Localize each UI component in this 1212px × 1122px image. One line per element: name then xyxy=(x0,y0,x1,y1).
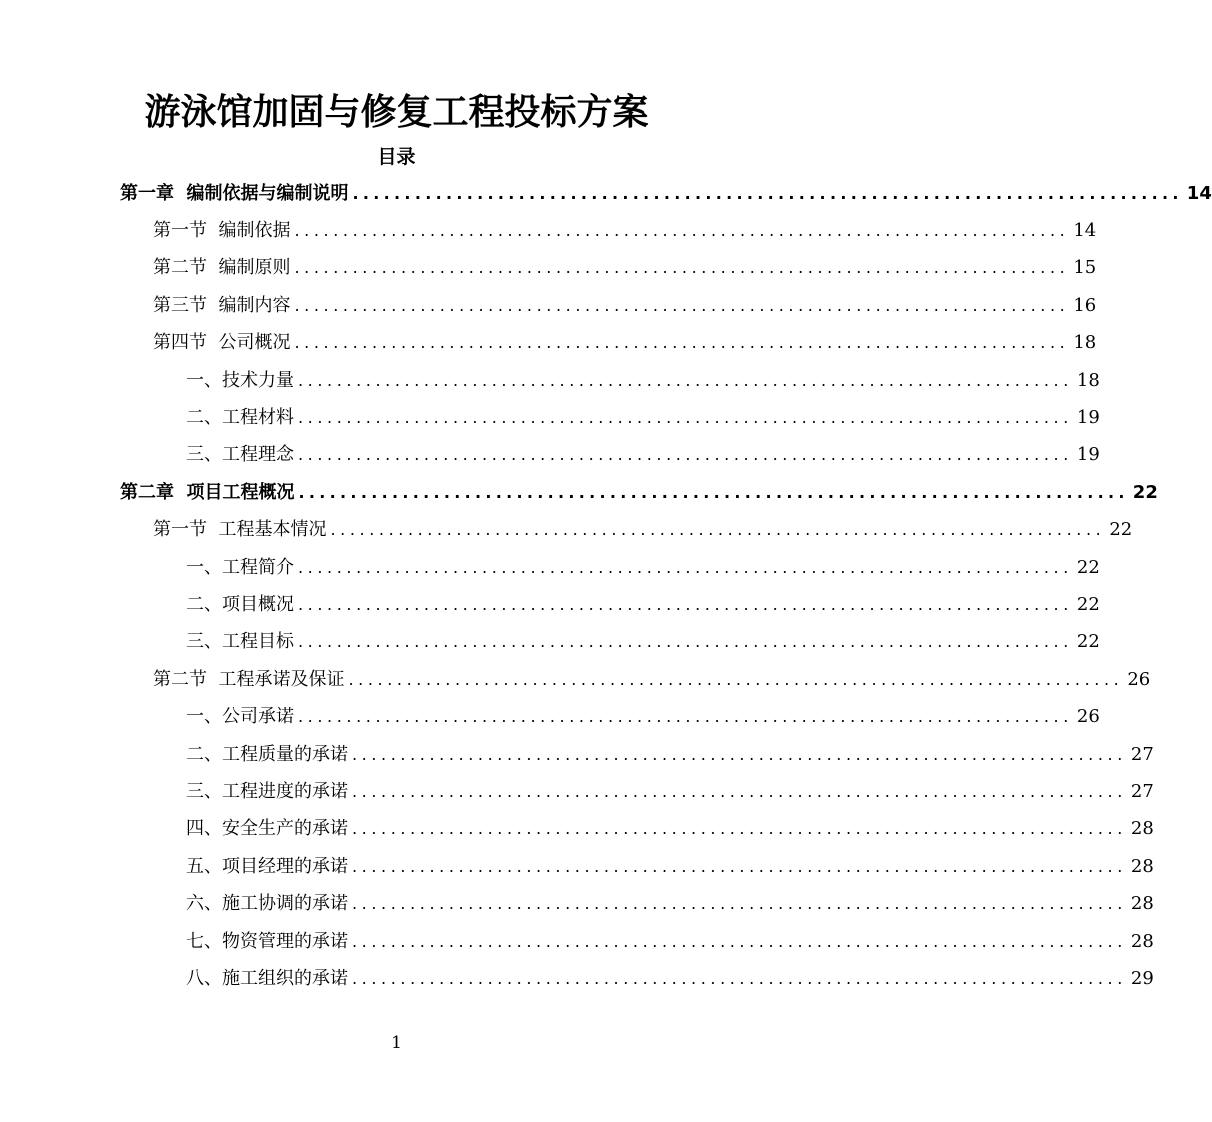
toc-entry-page: 22 xyxy=(1076,593,1100,615)
toc-entry-label: 四、安全生产的承诺 xyxy=(186,818,348,840)
toc-dot-leader: ................................................................................ xyxy=(298,370,1073,390)
toc-entry-label: 一、公司承诺 xyxy=(186,706,294,728)
toc-entry-label: 第二节 工程承诺及保证 xyxy=(153,668,345,690)
toc-subsection-entry[interactable] xyxy=(0,549,1100,586)
toc-dot-leader: ................................................................................ xyxy=(352,894,1127,914)
toc-dot-leader: ................................................................................ xyxy=(298,632,1073,652)
toc-dot-leader: ................................................................................ xyxy=(352,183,1183,203)
toc-subsection-entry[interactable] xyxy=(0,698,1100,735)
toc-entry-label: 六、施工协调的承诺 xyxy=(186,893,348,915)
toc-entry-label: 一、工程简介 xyxy=(186,556,294,578)
toc-entry-page: 19 xyxy=(1076,444,1100,466)
toc-dot-leader: ................................................................................ xyxy=(294,258,1070,278)
toc-entry-page: 26 xyxy=(1127,668,1151,690)
toc-entry-label: 第一节 工程基本情况 xyxy=(153,519,327,541)
toc-dot-leader: ................................................................................ xyxy=(294,295,1070,315)
toc-entry-page: 14 xyxy=(1186,182,1212,204)
toc-dot-leader: ................................................................................ xyxy=(330,520,1106,540)
toc-section-entry[interactable] xyxy=(0,661,1151,698)
toc-dot-leader: ................................................................................ xyxy=(298,707,1073,727)
toc-entry-page: 28 xyxy=(1130,893,1154,915)
toc-subsection-entry[interactable] xyxy=(0,586,1100,623)
toc-entry-label: 第三节 编制内容 xyxy=(153,294,291,316)
toc-entry-page: 16 xyxy=(1073,294,1097,316)
toc-dot-leader: ................................................................................ xyxy=(352,819,1127,839)
toc-dot-leader: ................................................................................ xyxy=(298,594,1073,614)
toc-section-entry[interactable] xyxy=(0,250,1097,287)
toc-subsection-entry[interactable] xyxy=(0,773,1154,810)
toc-dot-leader: ................................................................................ xyxy=(298,557,1073,577)
toc-subsection-entry[interactable] xyxy=(0,848,1154,885)
toc-entry-label: 第二节 编制原则 xyxy=(153,257,291,279)
toc-dot-leader: ................................................................................ xyxy=(298,408,1073,428)
toc-entry-page: 22 xyxy=(1132,481,1158,503)
toc-dot-leader: ................................................................................ xyxy=(352,856,1127,876)
toc-subsection-entry[interactable] xyxy=(0,362,1100,399)
toc-entry-page: 28 xyxy=(1130,930,1154,952)
toc-subsection-entry[interactable] xyxy=(0,960,1154,997)
toc-section-entry[interactable] xyxy=(0,325,1097,362)
toc-subsection-entry[interactable] xyxy=(0,885,1154,922)
toc-dot-leader: ................................................................................ xyxy=(298,482,1129,502)
toc-entry-page: 18 xyxy=(1073,332,1097,354)
toc-entry-page: 19 xyxy=(1076,407,1100,429)
toc-dot-leader: ................................................................................ xyxy=(352,781,1127,801)
table-of-contents xyxy=(0,175,1212,998)
toc-entry-page: 27 xyxy=(1130,780,1154,802)
toc-entry-page: 28 xyxy=(1130,855,1154,877)
toc-dot-leader: ................................................................................ xyxy=(352,931,1127,951)
toc-subsection-entry[interactable] xyxy=(0,437,1100,474)
toc-entry-label: 二、工程材料 xyxy=(186,407,294,429)
toc-section-entry[interactable] xyxy=(0,512,1133,549)
toc-entry-page: 29 xyxy=(1130,967,1154,989)
toc-subsection-entry[interactable] xyxy=(0,923,1154,960)
toc-dot-leader: ................................................................................ xyxy=(298,445,1073,465)
toc-chapter-entry[interactable] xyxy=(0,474,1158,511)
toc-entry-label: 三、工程进度的承诺 xyxy=(186,780,348,802)
toc-entry-label: 八、施工组织的承诺 xyxy=(186,967,348,989)
toc-entry-label: 三、工程理念 xyxy=(186,444,294,466)
toc-entry-label: 第四节 公司概况 xyxy=(153,332,291,354)
toc-entry-label: 一、技术力量 xyxy=(186,369,294,391)
toc-entry-page: 28 xyxy=(1130,818,1154,840)
toc-entry-page: 22 xyxy=(1076,556,1100,578)
toc-entry-label: 五、项目经理的承诺 xyxy=(186,855,348,877)
toc-entry-page: 26 xyxy=(1076,706,1100,728)
toc-subsection-entry[interactable] xyxy=(0,811,1154,848)
toc-entry-page: 18 xyxy=(1076,369,1100,391)
toc-subsection-entry[interactable] xyxy=(0,399,1100,436)
toc-entry-label: 第一节 编制依据 xyxy=(153,220,291,242)
toc-dot-leader: ................................................................................ xyxy=(294,221,1070,241)
toc-dot-leader: ................................................................................ xyxy=(352,968,1127,988)
toc-entry-page: 22 xyxy=(1109,519,1133,541)
toc-entry-page: 22 xyxy=(1076,631,1100,653)
toc-subsection-entry[interactable] xyxy=(0,736,1154,773)
toc-chapter-entry[interactable] xyxy=(0,175,1212,212)
toc-entry-label: 七、物资管理的承诺 xyxy=(186,930,348,952)
toc-heading: 目录 xyxy=(377,146,416,168)
page-number: 1 xyxy=(391,1033,402,1053)
toc-dot-leader: ................................................................................ xyxy=(348,669,1124,689)
toc-section-entry[interactable] xyxy=(0,212,1097,249)
toc-entry-label: 第一章 编制依据与编制说明 xyxy=(120,182,349,204)
toc-entry-label: 三、工程目标 xyxy=(186,631,294,653)
toc-entry-page: 27 xyxy=(1130,743,1154,765)
toc-entry-page: 14 xyxy=(1073,220,1097,242)
toc-entry-label: 第二章 项目工程概况 xyxy=(120,481,295,503)
toc-dot-leader: ................................................................................ xyxy=(352,744,1127,764)
toc-entry-page: 15 xyxy=(1073,257,1097,279)
document-title: 游泳馆加固与修复工程投标方案 xyxy=(144,91,649,133)
toc-subsection-entry[interactable] xyxy=(0,624,1100,661)
toc-dot-leader: ................................................................................ xyxy=(294,333,1070,353)
toc-section-entry[interactable] xyxy=(0,287,1097,324)
toc-entry-label: 二、工程质量的承诺 xyxy=(186,743,348,765)
toc-entry-label: 二、项目概况 xyxy=(186,593,294,615)
